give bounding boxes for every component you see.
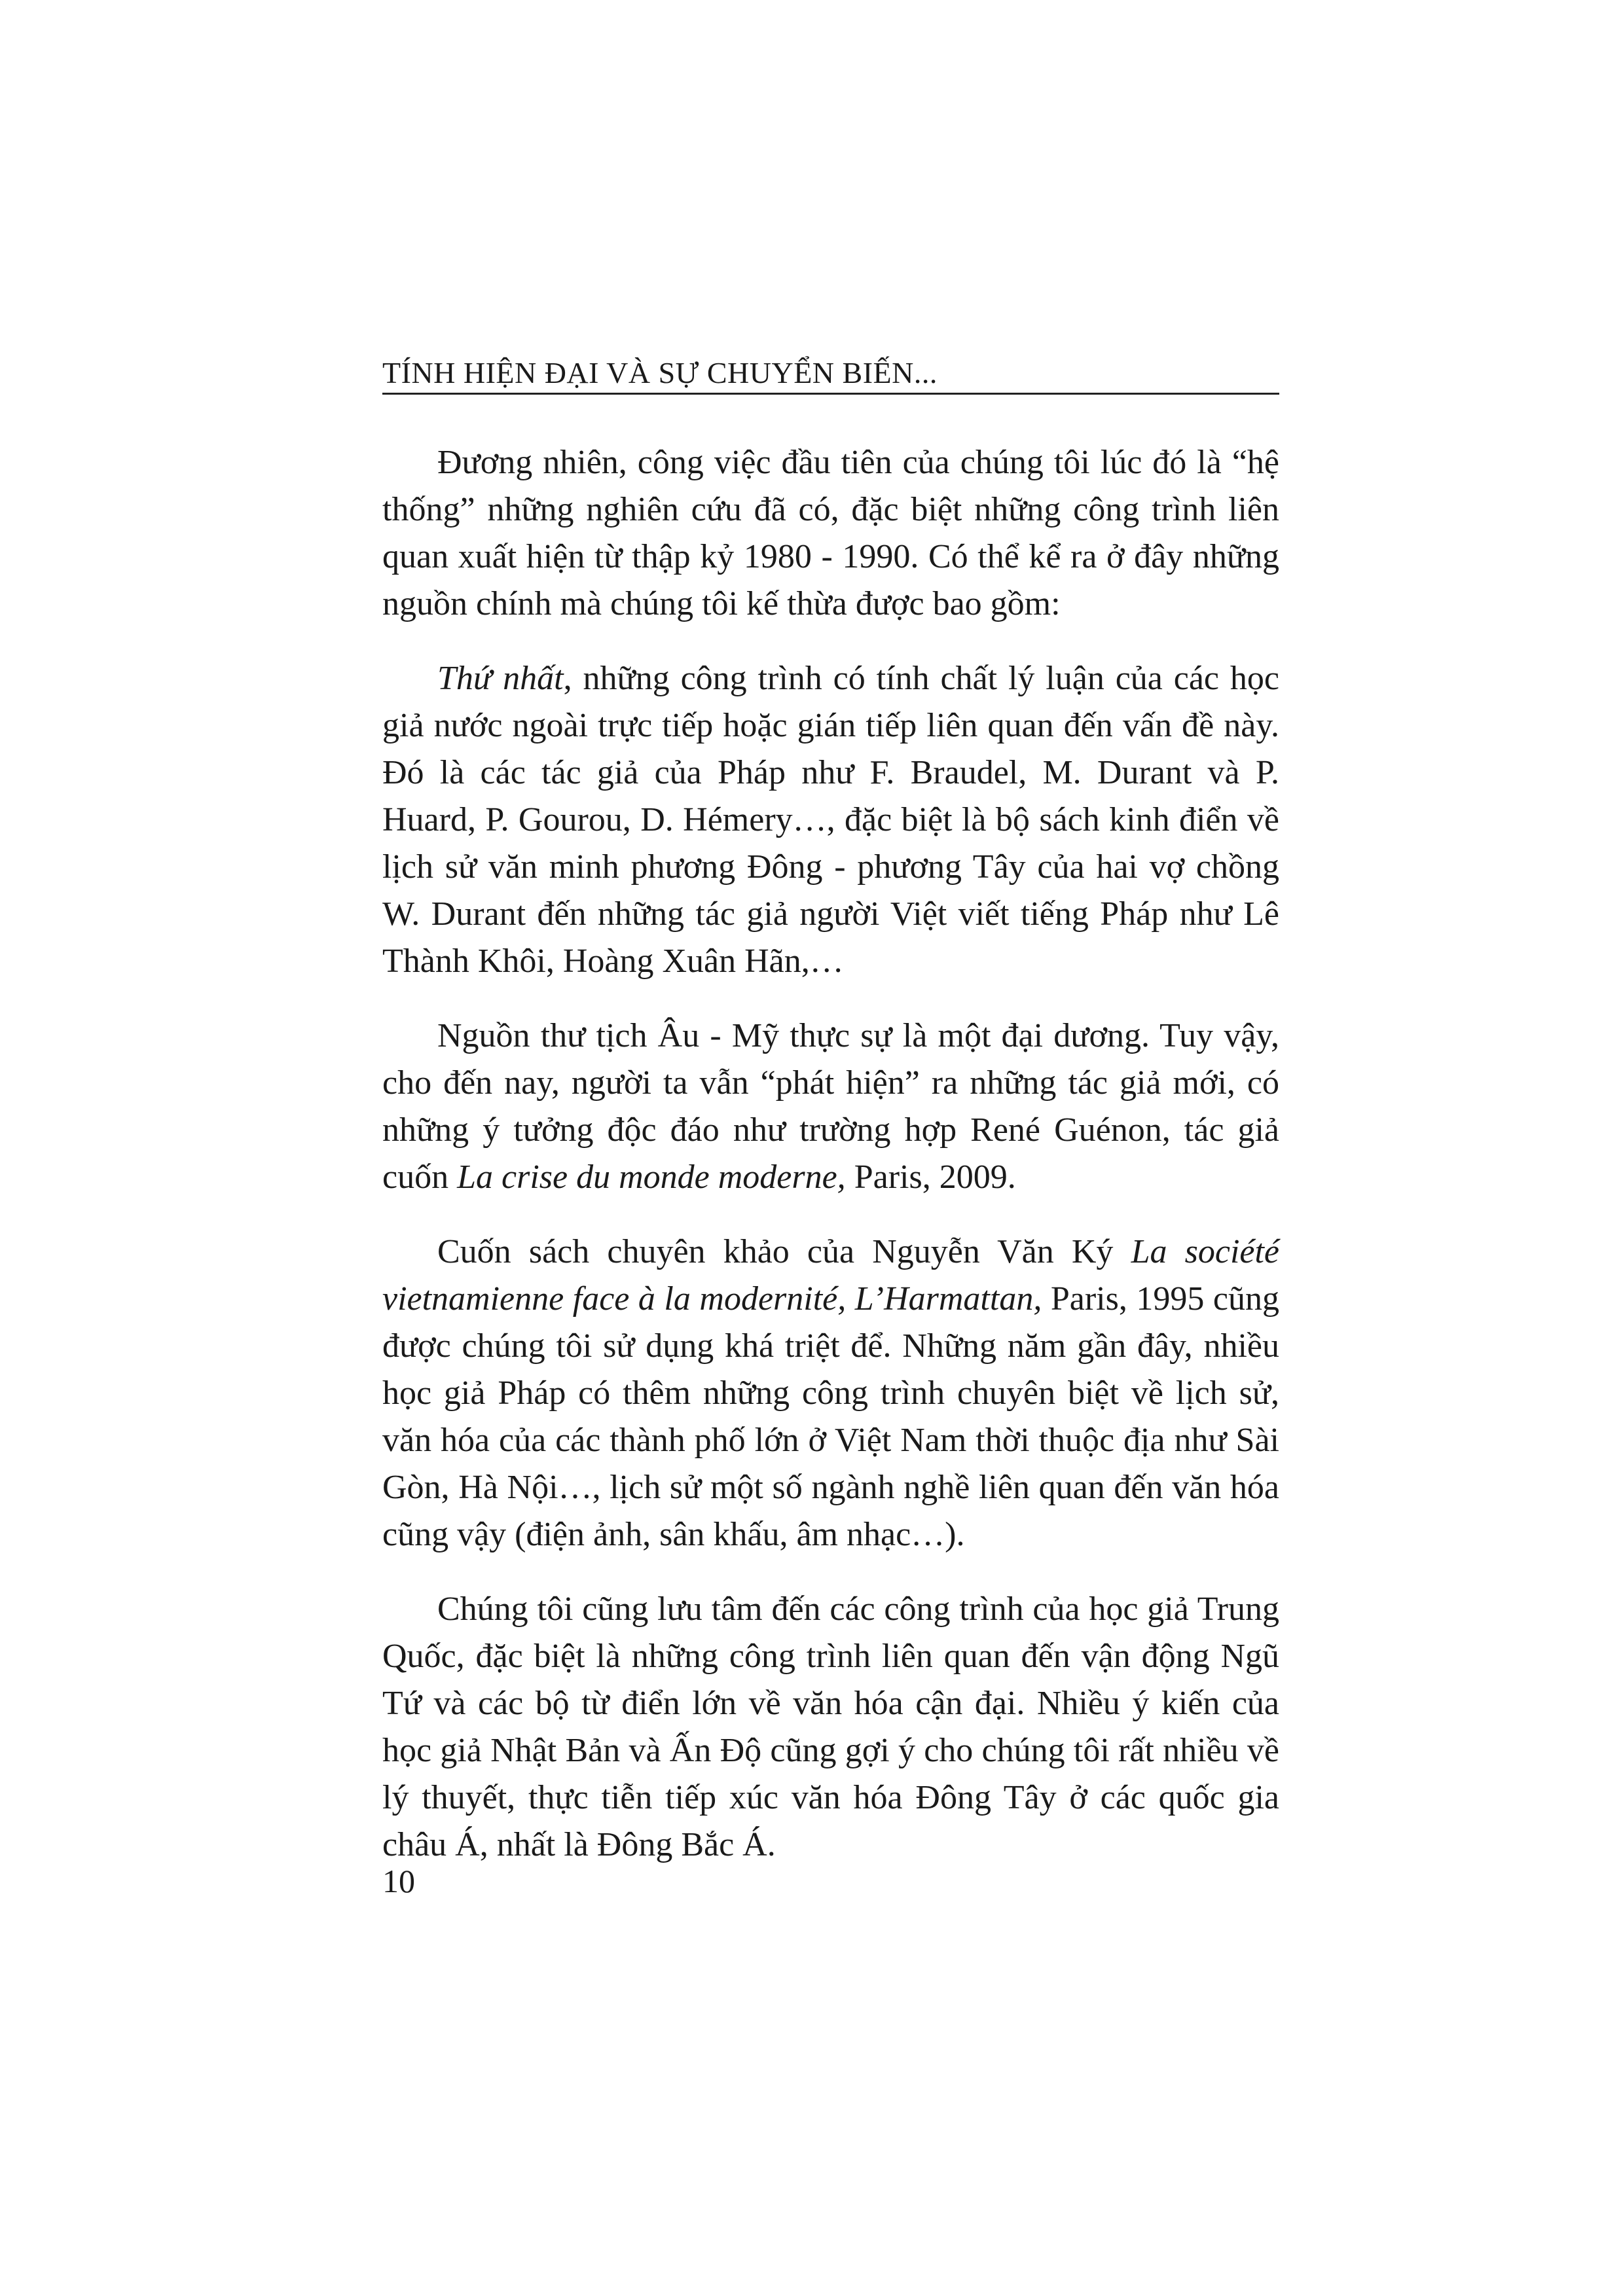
- paragraph-3-citation: Paris, 2009.: [845, 1158, 1016, 1196]
- paragraph-3-text: Nguồn thư tịch Âu - Mỹ thực sự là một đại dương. Tuy vậy, cho đến nay, người ta vẫn “phát hiện” ra những tác giả mới, có những ý tưởng độc đáo như trường hợp René Guénon, tác giả cuốn: [382, 1017, 1279, 1196]
- header-rule: [382, 393, 1279, 395]
- paragraph-1: Đương nhiên, công việc đầu tiên của chúng tôi lúc đó là “hệ thống” những nghiên cứu đã có, đặc biệt những công trình liên quan xuất hiện từ thập kỷ 1980 - 1990. Có thể kể ra ở đây những nguồn chính mà chúng tôi kế thừa được bao gồm:: [382, 444, 1279, 622]
- body-text: [382, 439, 1279, 1869]
- paragraph-2-text: , những công trình có tính chất lý luận của các học giả nước ngoài trực tiếp hoặc gián tiếp liên quan đến vấn đề này. Đó là các tác giả của Pháp như F. Braudel, M. Durant và P. Huard, P. Gourou, D. Hémery…, đặc biệt là bộ sách kinh điển về lịch sử văn minh phương Đông - phương Tây của hai vợ chồng W. Durant đến những tác giả người Việt viết tiếng Pháp như Lê Thành Khôi, Hoàng Xuân Hãn,…: [382, 660, 1279, 980]
- paragraph-2: [382, 655, 1279, 985]
- paragraph-3: [382, 1013, 1279, 1201]
- paragraph-3-book-title: La crise du monde moderne,: [457, 1158, 846, 1196]
- page-number: 10: [382, 1863, 415, 1899]
- paragraph-4-book-title: La société vietnamienne face à la modernité, L’Harmattan,: [382, 1233, 1280, 1318]
- paragraph-2-lead: Thứ nhất: [437, 660, 564, 697]
- paragraph-4: [382, 1229, 1279, 1558]
- running-header: TÍNH HIỆN ĐẠI VÀ SỰ CHUYỂN BIẾN...: [382, 356, 938, 389]
- paragraph-4-continuation: Paris, 1995 cũng được chúng tôi sử dụng khá triệt để. Những năm gần đây, nhiều học giả Pháp có thêm những công trình chuyên biệt về lịch sử, văn hóa của các thành phố lớn ở Việt Nam thời thuộc địa như Sài Gòn, Hà Nội…, lịch sử một số ngành nghề liên quan đến văn hóa cũng vậy (điện ảnh, sân khấu, âm nhạc…).: [382, 1280, 1279, 1553]
- paragraph-4-text: Cuốn sách chuyên khảo của Nguyễn Văn Ký: [437, 1233, 1131, 1270]
- paragraph-5: Chúng tôi cũng lưu tâm đến các công trình của học giả Trung Quốc, đặc biệt là những công trình liên quan đến vận động Ngũ Tứ và các bộ từ điển lớn về văn hóa cận đại. Nhiều ý kiến của học giả Nhật Bản và Ấn Độ cũng gợi ý cho chúng tôi rất nhiều về lý thuyết, thực tiễn tiếp xúc văn hóa Đông Tây ở các quốc gia châu Á, nhất là Đông Bắc Á.: [382, 1590, 1279, 1863]
